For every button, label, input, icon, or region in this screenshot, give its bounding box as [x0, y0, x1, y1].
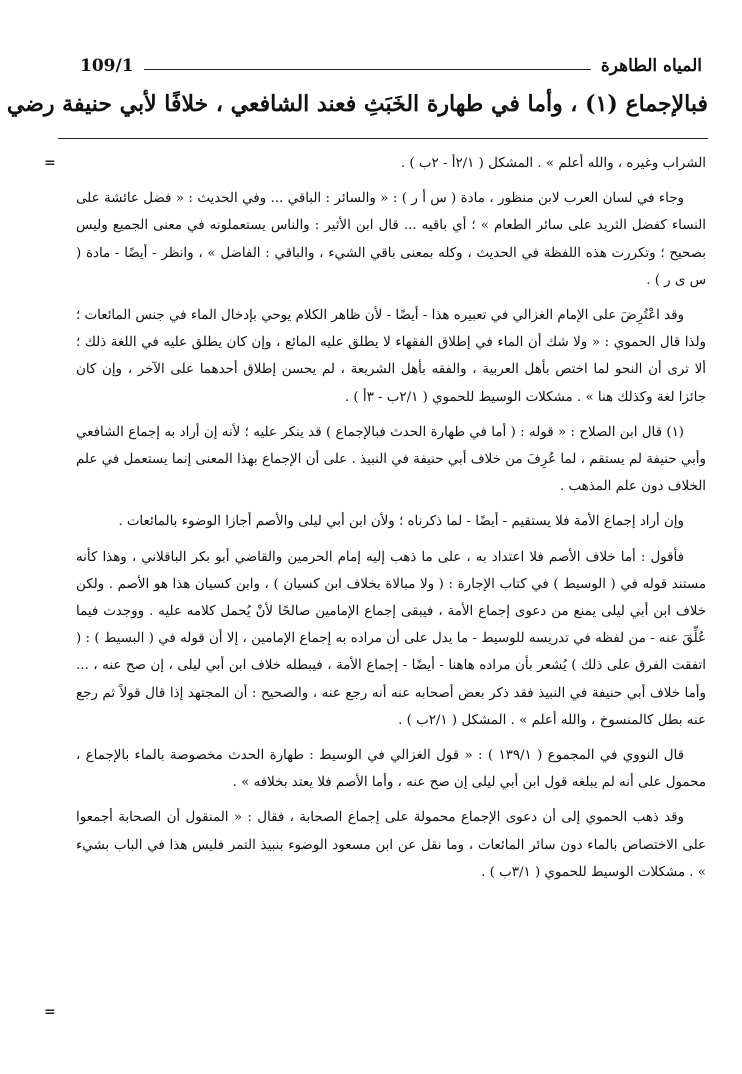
- footnote-paragraph: وإن أراد إجماع الأمة فلا يستقيم - أيضًا - لما ذكرناه ؛ ولأن ابن أبي ليلى والأصم أجازا الوضوء بالمائعات .: [118, 514, 684, 530]
- continuation-mark-bottom: =: [44, 1004, 56, 1020]
- footnote-paragraph: وجاء في لسان العرب لابن منظور ، مادة ( س أ ر ) : « والسائر : الباقي ... وفي الحديث : « فضل عائشة على النساء كفضل الثريد على سائر الطعام » ؛ أي باقيه ... قال ابن الأثير : والناس يستعملونه في معنى الجميع وليس بصحيح ؛ وتكررت هذه اللفظة في الحديث ، وكله بمعنى باقي الشيء ، والباقي : الفاضل » ، وانظر - أيضًا - مادة ( س ى ر ) .: [76, 191, 706, 288]
- running-header: [80, 46, 702, 76]
- footnote-paragraph: الشراب وغيره ، والله أعلم » . المشكل ( ٢/١أ - ٢ب ) .: [400, 156, 706, 171]
- chapter-title: المياه الطاهرة: [600, 56, 702, 76]
- header-rule: [144, 69, 591, 70]
- footnote-paragraph: فأقول : أما خلاف الأصم فلا اعتداد به ، على ما ذهب إليه إمام الحرمين والقاضي أبو بكر الباقلاني ، وهذا كأنه مستند قوله في ( الوسيط ) في كتاب الإجارة : ( ولا مبالاة بخلاف ابن كسيان ) ، وابن كسيان هذا هو الأصم . ولكن خلاف ابن أبي ليلى يمنع من دعوى إجماع الأمة ، فيبقى إجماع الإمامين صالحًا لأنْ يُحمل كلامه عليه . ووجدت فيما عُلِّقَ عنه - من لفظه في تدريسه للوسيط - ما يدل على أن مراده به إجماع الإمامين ، إلا أن قوله في ( البسيط ) : ( اتفقت الفرق على ذلك ) يُشعر بأن مراده هاهنا - أيضًا - إجماع الأمة ، فيبطله خلاف ابن أبي ليلى ، إن صح عنه ، ... وأما خلاف أبي حنيفة في النبيذ فقد ذكر بعض أصحابه عنه أنه رجع عنه ، والصحيح : أن المجتهد إذا قال قولاً ثم رجع عنه بطل كالمنسوخ ، والله أعلم » . المشكل ( ٢/١ب ) .: [76, 549, 706, 728]
- footnote-paragraph: (١) قال ابن الصلاح : « قوله : ( أما في طهارة الحدث فبالإجماع ) قد ينكر عليه ؛ لأنه إن أراد به إجماع الشافعي وأبي حنيفة لم يستقم ، لما عُرِفَ من خلاف أبي حنيفة في النبيذ . على أن الإجماع بهذا المعنى إنما يستعمل في علم الخلاف دون علم المذهب .: [76, 424, 706, 495]
- footnotes: [76, 150, 706, 894]
- page-number: 109/1: [80, 56, 134, 76]
- footnote-separator: [58, 138, 708, 139]
- footnote-paragraph: قال النووي في المجموع ( ١٣٩/١ ) : « قول الغزالي في الوسيط : طهارة الحدث مخصوصة بالماء بالإجماع ، محمول على أنه لم يبلغه قول ابن أبي ليلى إن صح عنه ، وأما الأصم فلا يعتد بخلافه » .: [76, 748, 706, 791]
- main-text-line: فبالإجماع (١) ، وأما في طهارة الخَبَثِ فعند الشافعي ، خلافًا لأبي حنيفة رضي: [6, 91, 708, 117]
- continuation-mark: =: [44, 155, 56, 171]
- footnote-paragraph: وقد اعْتُرِضَ على الإمام الغزالي في تعبيره هذا - أيضًا - لأن ظاهر الكلام يوحي بإدخال الماء في جنس المائعات ؛ ولذا قال الحموي : « ولا شك أن الماء في إطلاق الفقهاء لا يطلق عليه المائع ، وإن كان يطلق عليه في اللغة ذلك ؛ ألا ترى أن النحو لما اختص بأهل العربية ، والفقه بأهل الشريعة ، لم يحسن إطلاق أحدهما على الآخر ، وإن كان جائزا لغة وكذلك هنا » . مشكلات الوسيط للحموي ( ٢/١ب - ٣أ ) .: [76, 308, 706, 405]
- footnote-paragraph: وقد ذهب الحموي إلى أن دعوى الإجماع محمولة على إجماع الصحابة ، فقال : « المنقول أن الصحابة أجمعوا على الاختصاص بالماء دون سائر المائعات ، وما نقل عن ابن مسعود الوضوء بنبيذ التمر فليس هذا في الباب بشيء » . مشكلات الوسيط للحموي ( ٣/١ب ) .: [76, 810, 706, 880]
